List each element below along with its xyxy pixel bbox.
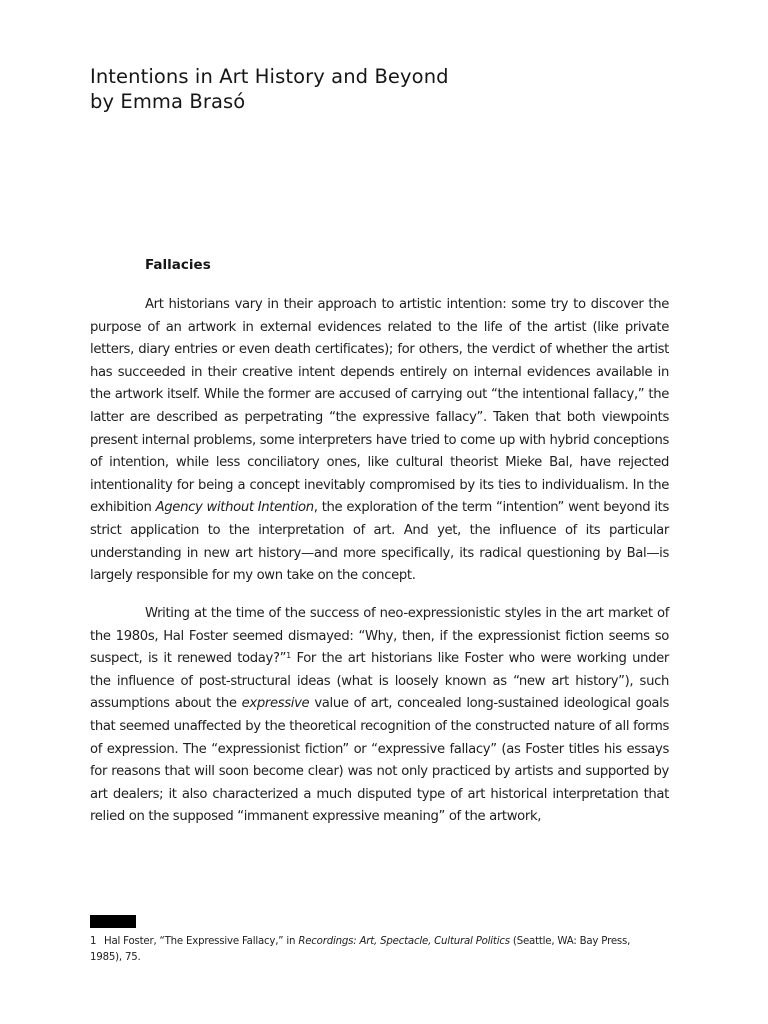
footnote-reference[interactable]: 1 <box>286 651 291 661</box>
paragraph-text: For the art historians like Foster who were working under the influence of post-structural ideas (what is loosely known as “new art history”), such assumptions about the <box>90 651 669 712</box>
body-paragraph-2 <box>90 603 669 829</box>
paragraph-text: value of art, concealed long-sustained ideological goals that seemed unaffected by the theoretical recognition of the constructed nature of all forms of expression. The “expressionist fiction” or “expressive fallacy” (as Foster titles his essays for reasons that will soon become clear) was not only practiced by artists and supported by art dealers; it also characterized a much disputed type of art historical interpretation that relied on the supposed “immanent expressive meaning” of the artwork, <box>90 696 669 825</box>
document-title: Intentions in Art History and Beyond <box>90 65 449 88</box>
exhibition-title: Agency without Intention <box>155 500 314 516</box>
footnote-divider <box>90 915 136 928</box>
paragraph-text: , the exploration of the term “intention” went beyond its strict application to the interpretation of art. And yet, the influence of its particular understanding in new art history—and more specifically, its radical questioning by Bal—is largely responsible for my own take on the concept. <box>90 500 669 584</box>
paragraph-text: Art historians vary in their approach to artistic intention: some try to discover the purpose of an artwork in external evidences related to the life of the artist (like private letters, diary entries or even death certificates); for others, the verdict of whether the artist has succeeded in their creative intent depends entirely on internal evidences available in the artwork itself. While the former are accused of carrying out “the intentional fallacy,” the latter are described as perpetrating “the expressive fallacy”. Taken that both viewpoints present internal problems, some interpreters have tried to come up with hybrid conceptions of intention, while less conciliatory ones, like cultural theorist Mieke Bal, have rejected intentionality for being a concept inevitably compromised by its ties to individualism. In the exhibition <box>90 297 669 516</box>
author-byline: by Emma Brasó <box>90 90 246 113</box>
footnote-book-title: Recordings: Art, Spectacle, Cultural Politics <box>298 936 510 947</box>
footnote-text: Hal Foster, “The Expressive Fallacy,” in <box>104 936 299 947</box>
body-paragraph-1 <box>90 294 669 588</box>
footnote <box>90 934 650 966</box>
title-block <box>90 64 690 114</box>
footnote-text: (Seattle, WA: Bay Press, 1985), 75. <box>90 936 631 963</box>
section-heading: Fallacies <box>145 257 211 273</box>
paragraph-text: Writing at the time of the success of neo-expressionistic styles in the art market of the 1980s, Hal Foster seemed dismayed: “Why, then, if the expressionist fiction seems so suspect, is it renewed today?” <box>90 606 669 667</box>
footnote-number: 1 <box>90 936 97 947</box>
emphasis-text: expressive <box>241 696 310 712</box>
